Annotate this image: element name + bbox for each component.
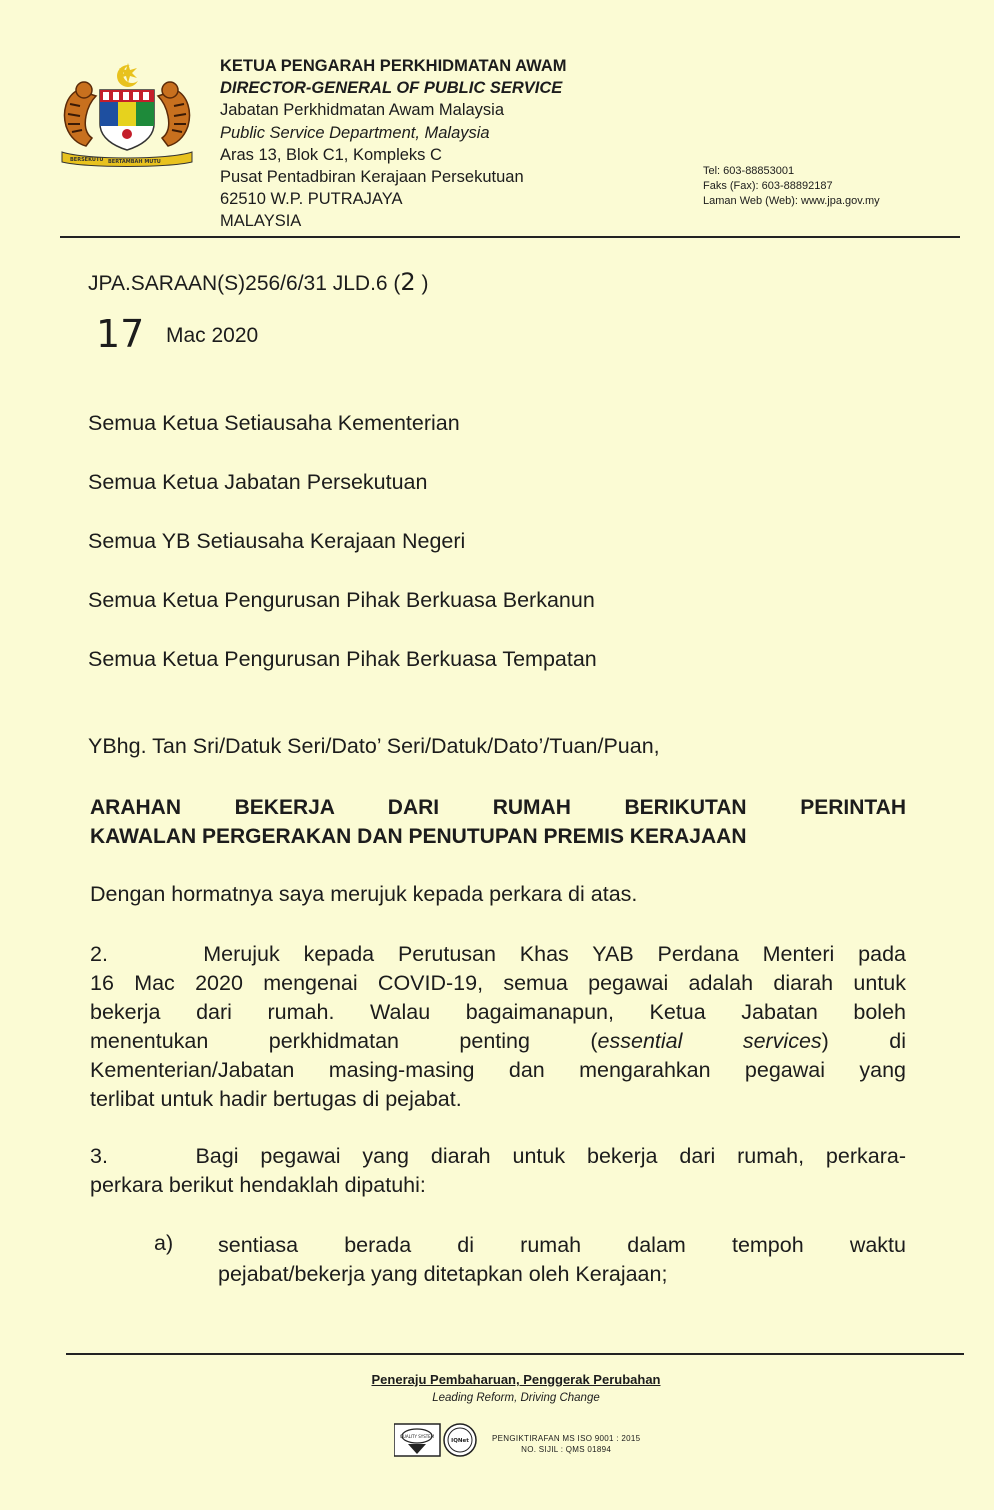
subject-line: ARAHAN BEKERJA DARI RUMAH BERIKUTAN PERINTAH bbox=[90, 796, 906, 819]
reference-prefix: JPA.SARAAN(S)256/6/31 JLD.6 ( bbox=[88, 272, 401, 295]
address-line: Aras 13, Blok C1, Kompleks C bbox=[220, 145, 442, 164]
svg-text:BERSEKUTU: BERSEKUTU bbox=[70, 157, 104, 163]
shield-icon bbox=[100, 90, 154, 150]
paragraph-line: perkara berikut hendaklah dipatuhi: bbox=[90, 1173, 426, 1197]
subject-line: KAWALAN PERGERAKAN DAN PENUTUPAN PREMIS KERAJAAN bbox=[90, 825, 747, 848]
letterhead-organisation bbox=[220, 55, 567, 233]
list-item-line: sentiasa berada di rumah dalam tempoh waktu bbox=[218, 1233, 906, 1257]
iso-cert-number: NO. SIJIL : QMS 01894 bbox=[521, 1445, 612, 1454]
opening-paragraph: Dengan hormatnya saya merujuk kepada perkara di atas. bbox=[90, 882, 638, 906]
tiger-left-icon bbox=[65, 82, 97, 146]
recipient-line: Semua Ketua Pengurusan Pihak Berkuasa Berkanun bbox=[88, 588, 595, 612]
list-item-line: pejabat/bekerja yang ditetapkan oleh Kerajaan; bbox=[218, 1262, 668, 1286]
star-crescent-icon bbox=[117, 63, 141, 87]
date-day-handwritten: 17 bbox=[96, 312, 145, 356]
address-line: MALAYSIA bbox=[220, 212, 302, 231]
paragraph-line: menentukan perkhidmatan penting (essential services) di bbox=[90, 1029, 906, 1053]
footer-motto-en: Leading Reform, Driving Change bbox=[432, 1392, 600, 1404]
recipient-line: Semua YB Setiausaha Kerajaan Negeri bbox=[88, 529, 466, 553]
dept-name-ms: Jabatan Perkhidmatan Awam Malaysia bbox=[220, 101, 505, 120]
dept-name-en: Public Service Department, Malaysia bbox=[220, 123, 490, 142]
address-line: 62510 W.P. PUTRAJAYA bbox=[220, 190, 403, 209]
org-title-en: DIRECTOR-GENERAL OF PUBLIC SERVICE bbox=[220, 79, 563, 98]
svg-text:BERTAMBAH MUTU: BERTAMBAH MUTU bbox=[108, 159, 161, 165]
tiger-right-icon bbox=[158, 82, 190, 146]
paragraph-line: bekerja dari rumah. Walau bagaimanapun, Ketua Jabatan boleh bbox=[90, 1000, 906, 1024]
svg-text:QUALITY SYSTEM: QUALITY SYSTEM bbox=[399, 1434, 435, 1439]
paragraph-line: 3. Bagi pegawai yang diarah untuk bekerja dari rumah, perkara- bbox=[90, 1144, 906, 1168]
contact-tel: Tel: 603-88853001 bbox=[703, 165, 795, 177]
contact-info bbox=[703, 164, 880, 209]
reference-handwritten: 2 bbox=[400, 268, 416, 296]
paragraph-line: 2. Merujuk kepada Perutusan Khas YAB Perdana Menteri pada bbox=[90, 942, 906, 966]
address-line: Pusat Pentadbiran Kerajaan Persekutuan bbox=[220, 168, 524, 187]
coat-of-arms-logo bbox=[56, 60, 198, 168]
paragraph-2 bbox=[90, 940, 906, 1114]
svg-text:IQNet: IQNet bbox=[451, 1438, 469, 1444]
paragraph-3 bbox=[90, 1142, 906, 1200]
list-item-marker: a) bbox=[154, 1231, 174, 1255]
contact-fax: Faks (Fax): 603-88892187 bbox=[703, 180, 833, 192]
essential-services-term: essential services bbox=[597, 1029, 822, 1053]
reference-suffix: ) bbox=[415, 272, 429, 295]
org-title-ms: KETUA PENGARAH PERKHIDMATAN AWAM bbox=[220, 57, 567, 75]
reference-number bbox=[88, 268, 429, 296]
iso-line: PENGIKTIRAFAN MS ISO 9001 : 2015 bbox=[492, 1434, 641, 1443]
header-divider bbox=[60, 236, 960, 238]
date-month-year: Mac 2020 bbox=[166, 324, 259, 347]
contact-web: Laman Web (Web): www.jpa.gov.my bbox=[703, 195, 880, 207]
footer-motto-ms: Peneraju Pembaharuan, Penggerak Perubahan bbox=[371, 1372, 661, 1387]
footer-divider bbox=[66, 1353, 964, 1355]
recipient-line: Semua Ketua Jabatan Persekutuan bbox=[88, 470, 428, 494]
list-item-a bbox=[218, 1231, 906, 1289]
paragraph-line: Kementerian/Jabatan masing-masing dan mengarahkan pegawai yang bbox=[90, 1058, 906, 1082]
quality-certification-logo bbox=[394, 1420, 484, 1460]
paragraph-line: terlibat untuk hadir bertugas di pejabat. bbox=[90, 1087, 462, 1111]
paragraph-line: 16 Mac 2020 mengenai COVID-19, semua pegawai adalah diarah untuk bbox=[90, 971, 906, 995]
letter-subject bbox=[90, 793, 906, 851]
iso-certification-text bbox=[492, 1433, 640, 1455]
recipient-line: Semua Ketua Pengurusan Pihak Berkuasa Tempatan bbox=[88, 647, 597, 671]
recipient-line: Semua Ketua Setiausaha Kementerian bbox=[88, 411, 460, 435]
salutation: YBhg. Tan Sri/Datuk Seri/Dato’ Seri/Datuk/Dato’/Tuan/Puan, bbox=[88, 734, 660, 758]
